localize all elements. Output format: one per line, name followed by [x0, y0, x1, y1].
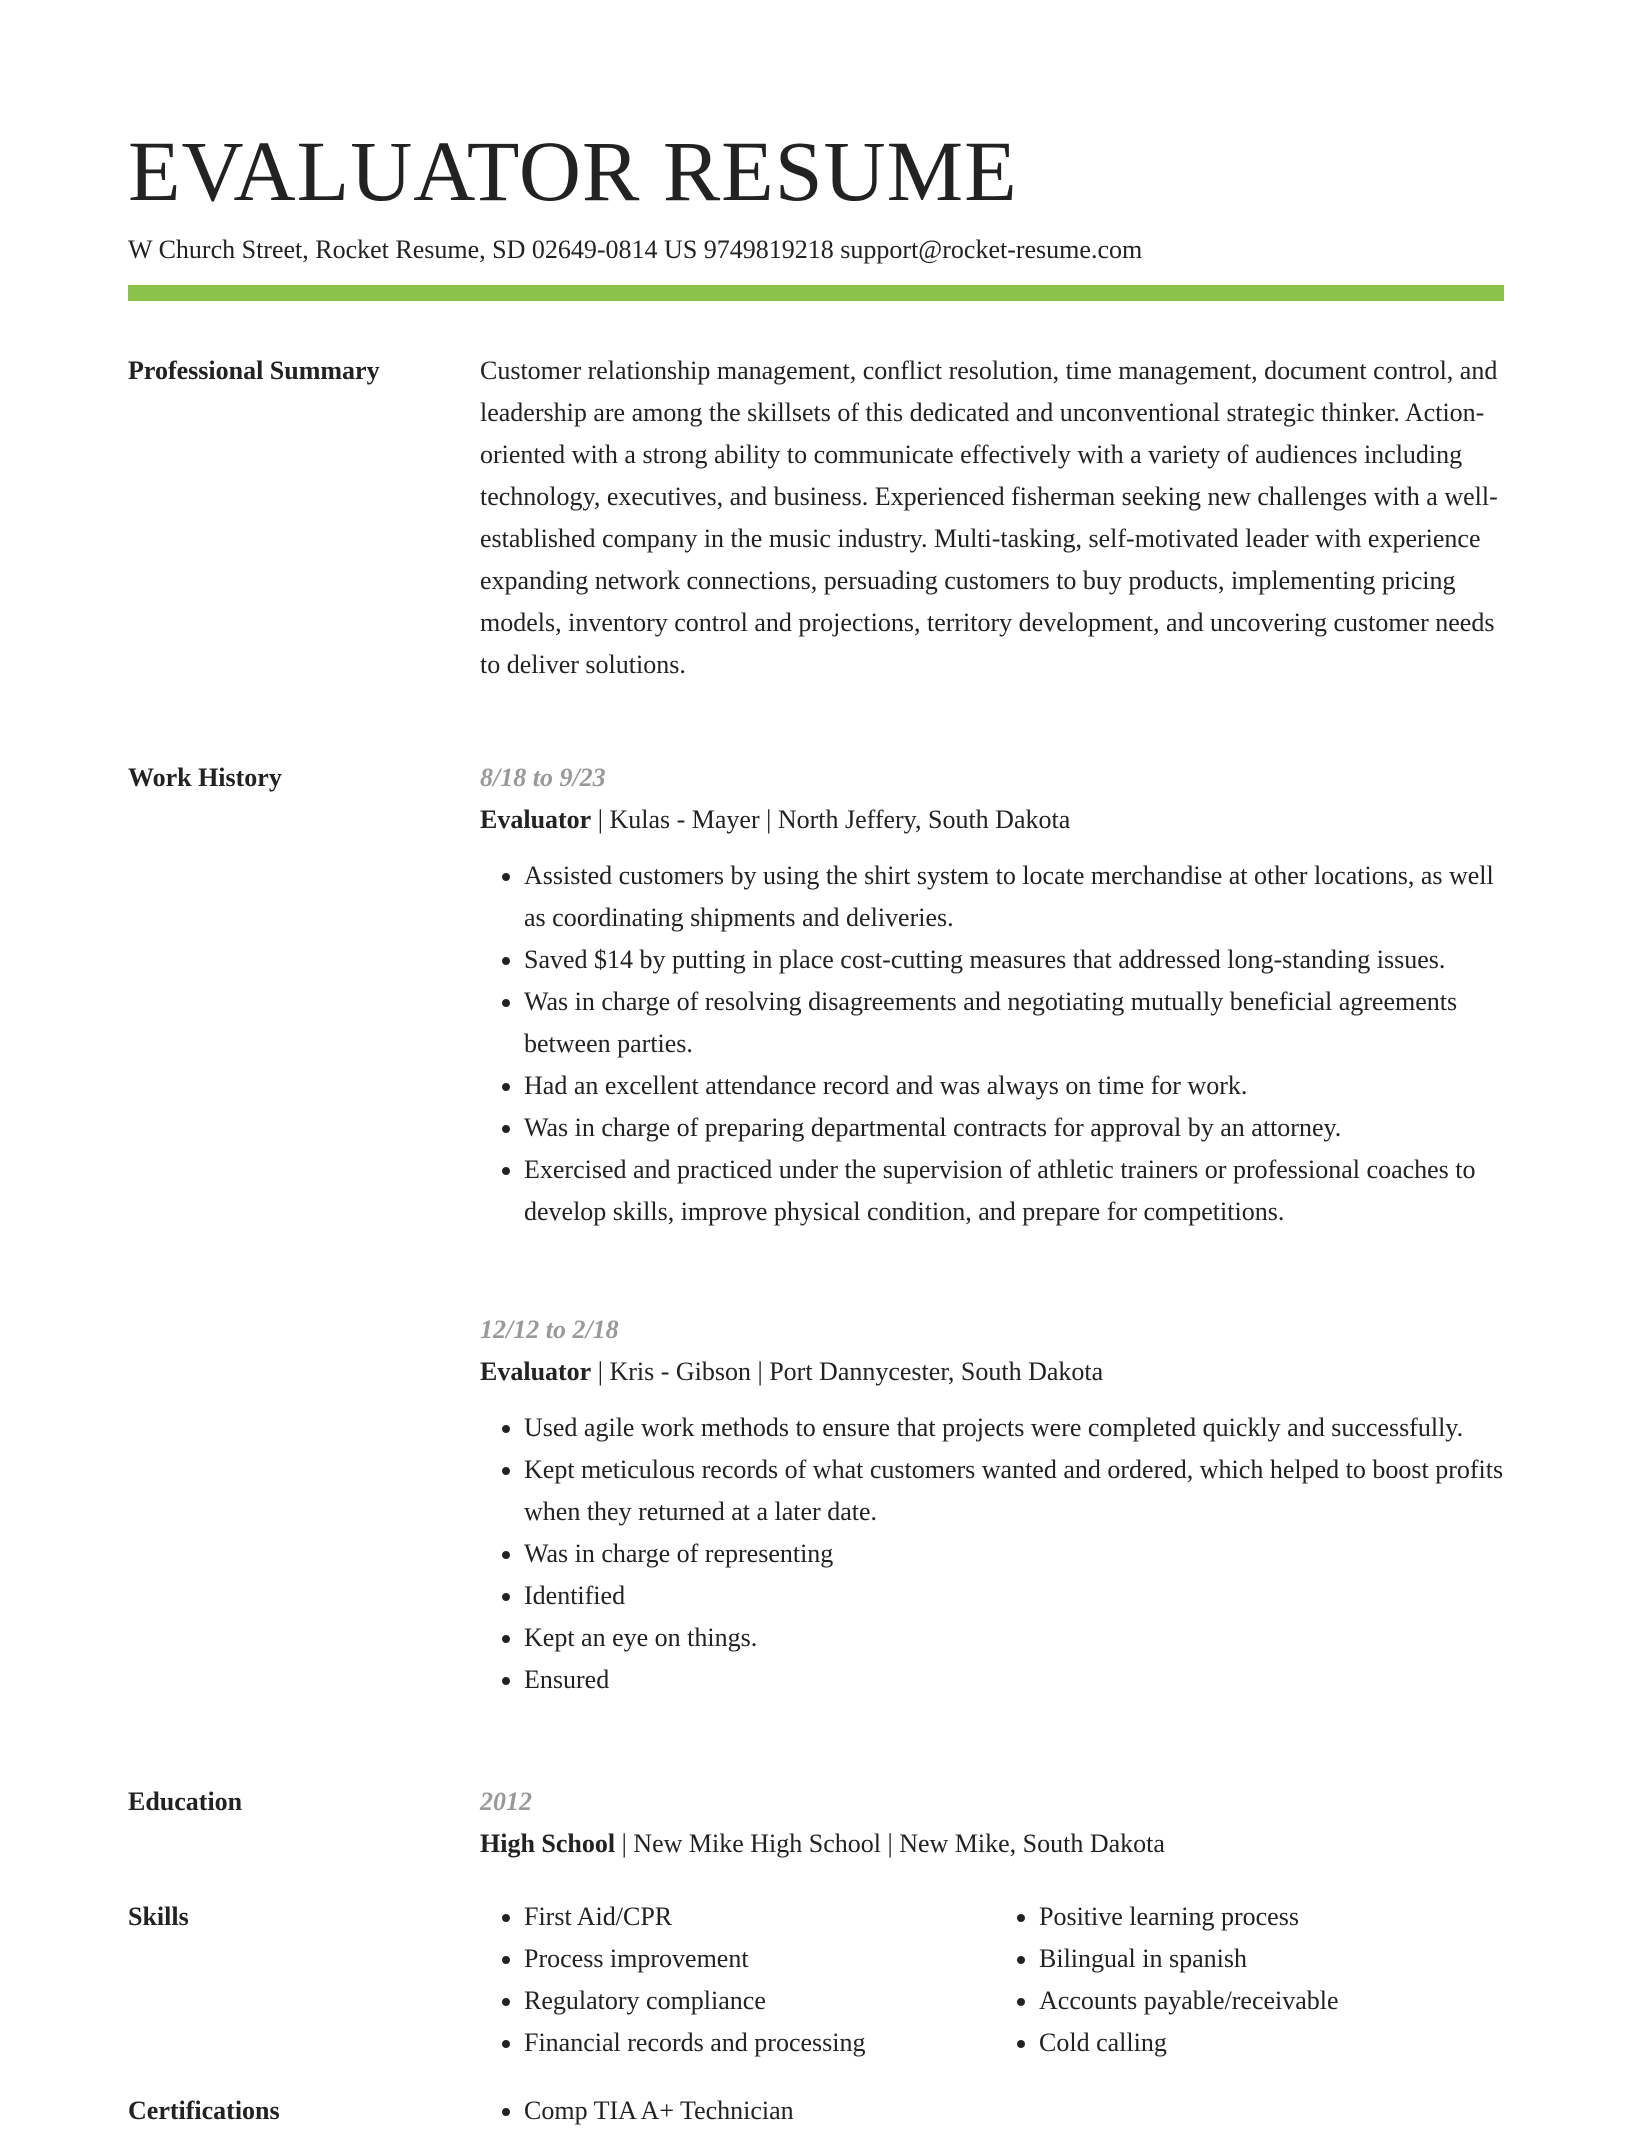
job-bullet: • Was in charge of preparing departmental contracts for approval by an attorney. — [524, 1107, 1510, 1149]
job-date: 12/12 to 2/18 — [480, 1315, 619, 1344]
job-bullet: • Identified — [524, 1575, 1510, 1617]
education-date: 2012 — [480, 1787, 532, 1816]
job-title: Evaluator — [480, 805, 592, 834]
certifications-list — [480, 2090, 1510, 2132]
education-line — [480, 1823, 1510, 1865]
skill-item: • Process improvement — [524, 1938, 995, 1980]
certification-item: • Comp TIA A+ Technician — [524, 2090, 1028, 2132]
summary-label: Professional Summary — [128, 356, 380, 385]
job-bullet: • Was in charge of resolving disagreements and negotiating mutually beneficial agreements between parties. — [524, 981, 1510, 1065]
resume-title: EVALUATOR RESUME — [128, 123, 1018, 219]
job-bullet: • Exercised and practiced under the supervision of athletic trainers or professional coaches to develop skills, improve physical condition, and prepare for competitions. — [524, 1149, 1510, 1233]
skill-item: • Positive learning process — [1039, 1896, 1510, 1938]
job-date: 8/18 to 9/23 — [480, 763, 606, 792]
job-bullet: • Assisted customers by using the shirt system to locate merchandise at other locations, as well as coordinating shipments and deliveries. — [524, 855, 1510, 939]
skill-item: • Bilingual in spanish — [1039, 1938, 1510, 1980]
job-bullet: • Was in charge of representing — [524, 1533, 1510, 1575]
job-bullet: • Ensured — [524, 1659, 1510, 1701]
education-entry — [480, 1781, 1510, 1865]
job-line — [480, 1351, 1510, 1393]
education-label: Education — [128, 1787, 243, 1816]
job-bullet: • Had an excellent attendance record and was always on time for work. — [524, 1065, 1510, 1107]
skills-list — [480, 1896, 1510, 2064]
skill-item: • Accounts payable/receivable — [1039, 1980, 1510, 2022]
job-line — [480, 799, 1510, 841]
work-history-label: Work History — [128, 763, 282, 792]
skills-column-right — [995, 1896, 1510, 2064]
job-details: | Kris - Gibson | Port Dannycester, South Dakota — [591, 1357, 1104, 1386]
certifications-label: Certifications — [128, 2096, 280, 2125]
contact-line: W Church Street, Rocket Resume, SD 02649-0814 US 9749819218 support@rocket-resume.com — [128, 235, 1143, 264]
skills-column-left — [480, 1896, 995, 2064]
job-entry — [480, 757, 1510, 1233]
summary-text: Customer relationship management, conflict resolution, time management, document control, and leadership are among the skillsets of this dedicated and unconventional strategic thinker. Action-oriented with a strong ability to communicate effectively with a variety of audiences including technology, executives, and business. Experienced fisherman seeking new challenges with a well-established company in the music industry. Multi-tasking, self-motivated leader with experience expanding network connections, persuading customers to buy products, implementing pricing models, inventory control and projections, territory development, and uncovering customer needs to deliver solutions. — [480, 356, 1498, 679]
job-bullets — [480, 855, 1510, 1233]
job-entry — [480, 1309, 1510, 1701]
job-bullet: • Kept meticulous records of what customers wanted and ordered, which helped to boost profits when they returned at a later date. — [524, 1449, 1510, 1533]
job-bullet: • Saved $14 by putting in place cost-cutting measures that addressed long-standing issues. — [524, 939, 1510, 981]
job-details: | Kulas - Mayer | North Jeffery, South Dakota — [591, 805, 1071, 834]
skill-item: • Cold calling — [1039, 2022, 1510, 2064]
job-bullets — [480, 1407, 1510, 1701]
skill-item: • First Aid/CPR — [524, 1896, 995, 1938]
job-bullet: • Used agile work methods to ensure that projects were completed quickly and successfully. — [524, 1407, 1510, 1449]
summary-section — [480, 350, 1510, 686]
education-details: | New Mike High School | New Mike, South Dakota — [615, 1829, 1165, 1858]
skill-item: • Regulatory compliance — [524, 1980, 995, 2022]
job-bullet: • Kept an eye on things. — [524, 1617, 1510, 1659]
skill-item: • Financial records and processing — [524, 2022, 995, 2064]
certifications-column — [480, 2090, 1028, 2132]
job-title: Evaluator — [480, 1357, 592, 1386]
education-degree: High School — [480, 1829, 616, 1858]
skills-label: Skills — [128, 1902, 189, 1931]
header-divider — [128, 285, 1504, 301]
